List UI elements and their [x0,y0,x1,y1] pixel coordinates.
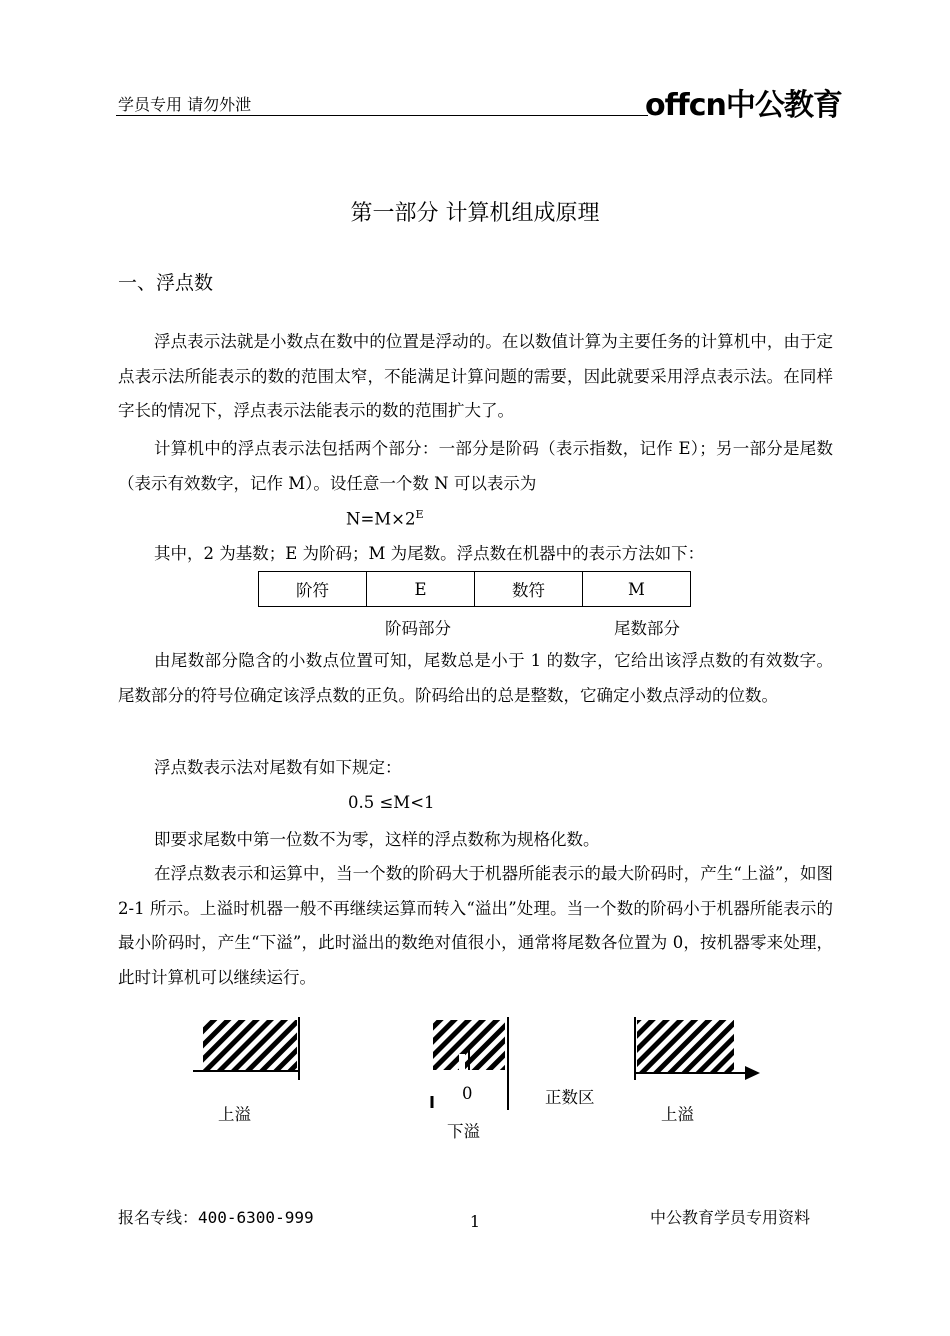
formula-exponent: E [415,508,424,521]
paragraph-4: 由尾数部分隐含的小数点位置可知，尾数总是小于 1 的数字，它给出该浮点数的有效数字。尾数部分的符号位确定该浮点数的正负。阶码给出的总是整数，它确定小数点浮动的位数。 [118,651,833,705]
format-cell-exp-sign: 阶符 [259,572,367,607]
section-heading: 一、浮点数 [118,272,214,294]
label-underflow: 下溢 [447,1122,480,1141]
formula-base: N=M×2 [346,509,416,529]
format-cell-mantissa-sign: 数符 [475,572,583,607]
paragraph-6: 即要求尾数中第一位数不为零，这样的浮点数称为规格化数。 [154,830,600,849]
label-positive-zone: 正数区 [545,1088,595,1107]
page-title: 第一部分 计算机组成原理 [350,201,600,226]
paragraph-1: 浮点表示法就是小数点在数中的位置是浮动的。在以数值计算为主要任务的计算机中，由于定点表示法所能表示的数的范围太窄，不能满足计算问题的需要，因此就要采用浮点表示法。在同样字长的情况下，浮点表示法能表示的数的范围扩大了。 [118,332,833,420]
label-overflow-left: 上溢 [218,1105,251,1124]
format-cell-exponent: E [367,572,475,607]
footer-hotline: 报名专线：400-6300-999 [118,1208,314,1227]
overflow-right-hatch [637,1020,734,1072]
format-cell-mantissa: M [583,572,691,607]
header-notice: 学员专用 请勿外泄 [118,95,252,114]
axis-arrow-icon [745,1066,760,1080]
mantissa-constraint: 0.5 ≤M<1 [348,793,435,812]
footer-note: 中公教育学员专用资料 [650,1208,811,1227]
paragraph-7: 在浮点数表示和运算中，当一个数的阶码大于机器所能表示的最大阶码时，产生“上溢”，如图 2-1 所示。上溢时机器一般不再继续运算而转入“溢出”处理。当一个数的阶码小于机器所能表示的最小阶码时，产生“下溢”，此时溢出的数绝对值很小，通常将尾数各位置为 0，按机器零来处理，此时计算机可以继续运行。 [118,864,833,987]
paragraph-3: 其中，2 为基数；E 为阶码；M 为尾数。浮点数在机器中的表示方法如下： [154,544,705,563]
logo-text: offcn中公教育 [645,88,842,123]
label-zero: 0 [462,1084,473,1103]
label-overflow-right: 上溢 [661,1105,694,1124]
label-exponent-part: 阶码部分 [385,619,451,638]
page-number: 1 [469,1212,481,1231]
overflow-left-hatch [203,1020,297,1070]
paragraph-5: 浮点数表示法对尾数有如下规定： [154,758,402,777]
label-mantissa-part: 尾数部分 [614,619,680,638]
paragraph-2: 计算机中的浮点表示法包括两个部分：一部分是阶码（表示指数，记作 E）；另一部分是尾数（表示有效数字，记作 M）。设任意一个数 N 可以表示为 [118,439,833,493]
